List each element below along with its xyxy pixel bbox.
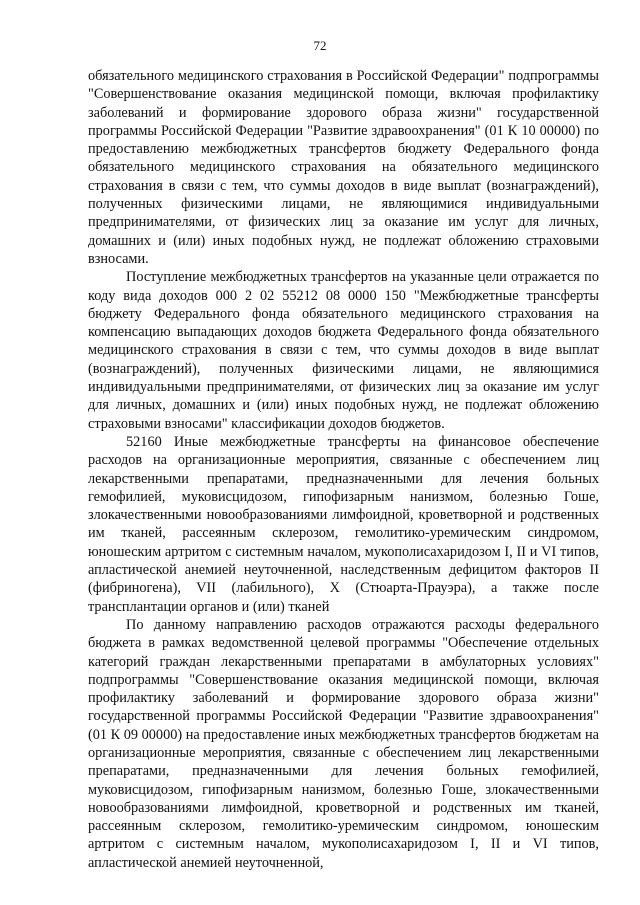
page-number: 72 [313,38,327,53]
paragraph-2: Поступление межбюджетных трансфертов на указанные цели отражается по коду вида доходов 000 2 02 55212 08 0000 150 "Межбюджетные трансферты бюджету Федерального фонда обязательного медицинского страхования на компенсацию выпадающих доходов бюджета Федерального фонда обязательного медицинского страхования в связи с тем, что суммы доходов в виде выплат (вознаграждений), полученных физическими лицами, не являющимися индивидуальными предпринимателями, от физических лиц за оказание им услуг для личных, домашних и (или) иных подобных нужд, не подлежат обложению страховыми взносами" классификации доходов бюджетов. [88,269,599,432]
paragraph-4: По данному направлению расходов отражаются расходы федерального бюджета в рамках ведомственной целевой программы "Обеспечение отдельных категорий граждан лекарственными препаратами в амбулаторных условиях" подпрограммы "Совершенствование оказания медицинской помощи, включая профилактику заболеваний и формирование здорового образа жизни" государственной программы Российской Федерации "Развитие здравоохранения" (01 К 09 00000) на предоставление иных межбюджетных трансфертов бюджетам на организационные мероприятия, связанные с обеспечением лиц лекарственными препаратами, предназначенными для лечения больных гемофилией, муковисцидозом, гипофизарным нанизмом, болезнью Гоше, злокачественными новообразованиями лимфоидной, кроветворной и родственных им тканей, рассеянным склерозом, гемолитико-уремическим синдромом, юношеским артритом с системным началом, мукополисахаридозом I, II и VI типов, апластической анемией неуточненной, [88,616,599,871]
paragraph-3: 52160 Иные межбюджетные трансферты на финансовое обеспечение расходов на организационные мероприятия, связанные с обеспечением лиц лекарственными препаратами, предназначенными для лечения больных гемофилией, муковисцидозом, гипофизарным нанизмом, болезнью Гоше, злокачественными новообразованиями лимфоидной, кроветворной и родственных им тканей, рассеянным склерозом, гемолитико-уремическим синдромом, юношеским артритом с системным началом, мукополисахаридозом I, II и VI типов, апластической анемией неуточненной, наследственным дефицитом факторов II (фибриногена), VII (лабильного), X (Стюарта-Прауэра), а также после трансплантации органов и (или) тканей [88,433,599,615]
paragraph-1: обязательного медицинского страхования в Российской Федерации" подпрограммы "Совершенствование оказания медицинской помощи, включая профилактику заболеваний и формирование здорового образа жизни" государственной программы Российской Федерации "Развитие здравоохранения" (01 К 10 00000) по предоставлению межбюджетных трансфертов бюджету Федерального фонда обязательного медицинского страхования на обязательного медицинского страхования в связи с тем, что суммы доходов в виде выплат (вознаграждений), полученных физическими лицами, не являющимися индивидуальными предпринимателями, от физических лиц за оказание им услуг для личных, домашних и (или) иных подобных нужд, не подлежат обложению страховыми взносами. [88,68,599,267]
document-body [88,67,599,872]
